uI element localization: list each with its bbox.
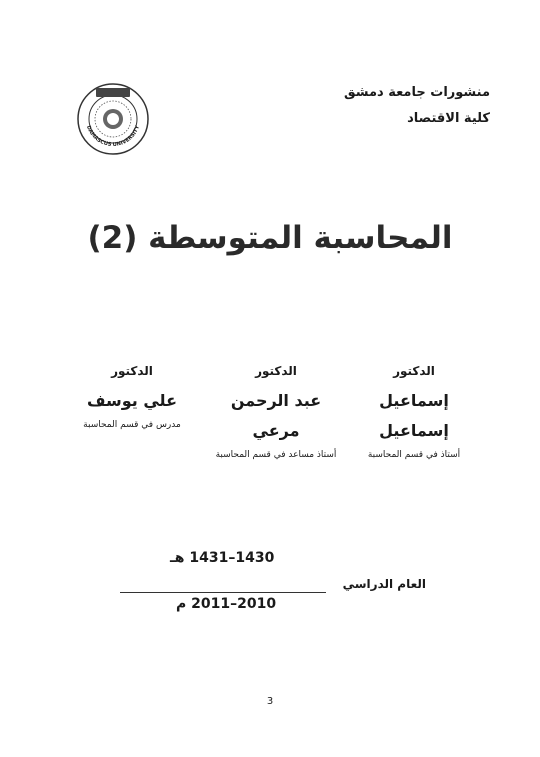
- author-role: أستاذ في قسم المحاسبة: [367, 450, 461, 460]
- faculty-line: كلية الاقتصاد: [407, 111, 490, 126]
- seal-text: DAMASCUS UNIVERSITY: [85, 124, 141, 149]
- academic-year-label: العام الدراسي: [342, 577, 426, 591]
- author-1: [344, 362, 484, 462]
- author-name: إسماعيل إسماعيل: [379, 391, 449, 440]
- university-seal-icon: [76, 82, 150, 156]
- publisher-line: منشورات جامعة دمشق: [344, 85, 490, 100]
- author-name: علي يوسف: [86, 391, 178, 410]
- author-rank: الدكتور: [393, 364, 435, 378]
- publisher-block: [344, 80, 490, 132]
- author-2: [206, 362, 346, 462]
- author-rank: الدكتور: [255, 364, 297, 378]
- author-role: أستاذ مساعد في قسم المحاسبة: [215, 450, 337, 460]
- author-role: مدرس في قسم المحاسبة: [83, 420, 181, 430]
- page-number: 3: [266, 696, 274, 707]
- author-3: [62, 362, 202, 432]
- gregorian-year: 2010–2011 م: [176, 596, 277, 612]
- author-rank: الدكتور: [111, 364, 153, 378]
- author-name: عبد الرحمن مرعي: [230, 391, 322, 440]
- book-title: المحاسبة المتوسطة (2): [87, 220, 453, 256]
- divider-line: [120, 592, 326, 593]
- hijri-year: 1430–1431 هـ: [170, 550, 275, 566]
